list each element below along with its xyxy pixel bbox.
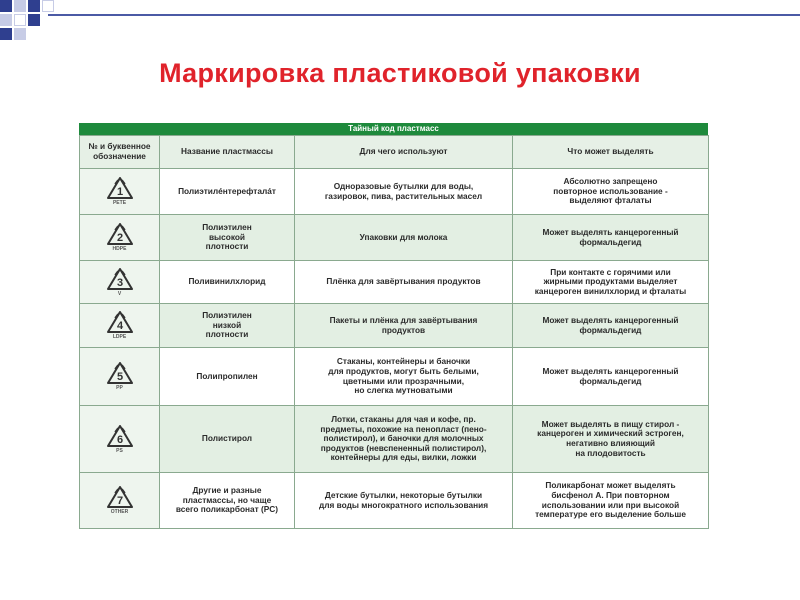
- table-row: [80, 473, 709, 529]
- cell-line: Может выделять канцерогенный: [542, 314, 679, 325]
- decor-square: [14, 14, 26, 26]
- cell-line: бисфенол А. При повторном: [551, 489, 670, 500]
- decor-square: [14, 28, 26, 40]
- table-row: [80, 215, 709, 261]
- cell-line: повторное использование -: [553, 185, 668, 196]
- cell-line: всего поликарбонат (PC): [175, 504, 279, 515]
- usage-cell: [295, 473, 513, 529]
- cell-line: предметы, похожие на пенопласт (пено-: [320, 423, 487, 434]
- cell-line: продуктов: [381, 324, 426, 335]
- recycle-triangle-icon: [106, 361, 134, 385]
- table-row: [80, 406, 709, 473]
- recycle-triangle-icon: [106, 176, 134, 200]
- plastic-abbreviation: LDPE: [112, 334, 127, 341]
- cell-line: канцероген и химический эстроген,: [537, 428, 684, 439]
- cell-line: полистирол), и баночки для молочных: [323, 433, 484, 444]
- recycle-number: 1: [116, 186, 123, 199]
- cell-line: Упаковки для молока: [359, 231, 448, 242]
- cell-line: Абсолютно запрещено: [563, 176, 658, 187]
- usage-cell: [295, 169, 513, 215]
- recycle-triangle-icon: [106, 267, 134, 291]
- codes-table: [79, 135, 709, 529]
- plastic-name-cell: [160, 473, 295, 529]
- cell-line: Полиэтилéнтерефталáт: [178, 185, 276, 196]
- recycle-code-cell: [80, 473, 160, 529]
- cell-line: Детские бутылки, некоторые бутылки: [324, 489, 483, 500]
- decor-square: [0, 28, 12, 40]
- header-emits: Что может выделять: [513, 136, 709, 169]
- usage-cell: [295, 304, 513, 348]
- table-row: [80, 304, 709, 348]
- recycle-code-cell: [80, 215, 160, 261]
- cell-line: но слегка мутноватыми: [354, 385, 453, 396]
- decor-square: [28, 0, 40, 12]
- plastic-abbreviation: HDPE: [112, 246, 127, 253]
- cell-line: Пакеты и плёнка для завёртывания: [329, 314, 478, 325]
- cell-line: Полиэтилен: [202, 310, 252, 321]
- table-caption: Тайный код пластмасс: [79, 123, 708, 135]
- recycle-number: 5: [116, 371, 123, 384]
- cell-line: Поликарбонат может выделять: [545, 480, 676, 491]
- table-row: [80, 348, 709, 406]
- recycle-code-cell: [80, 406, 160, 473]
- cell-line: негативно влияющий: [566, 438, 655, 448]
- usage-cell: [295, 261, 513, 304]
- usage-cell: [295, 406, 513, 473]
- cell-line: Поливинилхлорид: [188, 276, 266, 287]
- cell-line: Плёнка для завёртывания продуктов: [326, 276, 481, 287]
- plastic-name-cell: [160, 261, 295, 304]
- recycle-triangle-icon: [106, 310, 134, 334]
- plastic-name-cell: [160, 304, 295, 348]
- plastic-codes-table: [79, 123, 708, 536]
- recycle-triangle-icon: [106, 424, 134, 448]
- cell-line: Полипропилен: [196, 370, 258, 381]
- cell-line: использовании или при высокой: [541, 499, 680, 510]
- recycle-code-cell: [80, 348, 160, 406]
- cell-line: Лотки, стаканы для чая и кофе, пр.: [331, 414, 476, 425]
- table-row: [80, 261, 709, 304]
- decor-square: [0, 0, 12, 12]
- recycle-triangle-icon: [106, 222, 134, 246]
- recycle-number: 7: [116, 495, 123, 508]
- emissions-cell: [513, 406, 709, 473]
- table-row: [80, 169, 709, 215]
- cell-line: температуре его выделение больше: [535, 509, 686, 520]
- cell-line: плотности: [205, 241, 249, 252]
- recycle-code-cell: [80, 261, 160, 304]
- plastic-abbreviation: PP: [116, 385, 123, 392]
- cell-line: жирными продуктами выделяет: [543, 276, 678, 287]
- plastic-abbreviation: PS: [116, 447, 123, 454]
- cell-line: Одноразовые бутылки для воды,: [333, 180, 474, 191]
- header-rule: [48, 14, 800, 16]
- emissions-cell: [513, 304, 709, 348]
- cell-line: низкой: [212, 319, 242, 330]
- emissions-cell: [513, 169, 709, 215]
- cell-line: плотности: [205, 329, 249, 340]
- plastic-abbreviation: V: [117, 290, 122, 297]
- decor-square: [0, 14, 12, 26]
- cell-line: выделяют фталаты: [569, 195, 652, 206]
- plastic-name-cell: [160, 406, 295, 473]
- cell-line: Другие и разные: [192, 485, 262, 496]
- cell-line: продуктов (невспененный полистирол),: [320, 442, 487, 453]
- cell-line: Может выделять в пищу стирол -: [541, 418, 680, 429]
- plastic-name-cell: [160, 169, 295, 215]
- cell-line: высокой: [208, 231, 246, 242]
- cell-line: формальдегид: [579, 236, 642, 247]
- emissions-cell: [513, 348, 709, 406]
- cell-line: Стаканы, контейнеры и баночки: [336, 356, 471, 367]
- cell-line: пластмассы, но чаще: [182, 494, 272, 505]
- header-use: Для чего используют: [295, 136, 513, 169]
- cell-line: Может выделять канцерогенный: [542, 226, 679, 237]
- usage-cell: [295, 215, 513, 261]
- recycle-triangle-icon: [106, 485, 134, 509]
- recycle-number: 6: [116, 433, 123, 446]
- emissions-cell: [513, 215, 709, 261]
- slide-title: Маркировка пластиковой упаковки: [159, 58, 641, 88]
- recycle-number: 4: [116, 320, 123, 333]
- emissions-cell: [513, 473, 709, 529]
- usage-cell: [295, 348, 513, 406]
- plastic-name-cell: [160, 215, 295, 261]
- cell-line: формальдегид: [579, 375, 642, 386]
- cell-line: контейнеры для еды, вилки, ложки: [330, 452, 477, 463]
- cell-line: Полиэтилен: [202, 222, 252, 233]
- cell-line: При контакте с горячими или: [550, 266, 671, 277]
- plastic-abbreviation: OTHER: [110, 509, 129, 516]
- cell-line: цветными или прозрачными,: [342, 375, 465, 386]
- recycle-code-cell: [80, 304, 160, 348]
- cell-line: Полистирол: [201, 433, 253, 444]
- emissions-cell: [513, 261, 709, 304]
- recycle-number: 2: [116, 232, 123, 245]
- cell-line: для воды многократного использования: [318, 499, 489, 510]
- decor-square: [14, 0, 26, 12]
- header-code: № и буквенное обозначение: [80, 136, 160, 169]
- cell-line: на плодовитость: [575, 447, 646, 458]
- header-name: Название пластмассы: [160, 136, 295, 169]
- recycle-number: 3: [116, 276, 123, 289]
- cell-line: канцероген винилхлорид и фталаты: [534, 285, 687, 296]
- cell-line: газировок, пива, растительных масел: [324, 190, 483, 201]
- cell-line: для продуктов, могут быть белыми,: [328, 365, 479, 376]
- decor-square: [42, 0, 54, 12]
- plastic-abbreviation: PETE: [112, 200, 127, 207]
- plastic-name-cell: [160, 348, 295, 406]
- cell-line: Может выделять канцерогенный: [542, 365, 679, 376]
- recycle-code-cell: [80, 169, 160, 215]
- decor-square: [28, 14, 40, 26]
- cell-line: формальдегид: [579, 324, 642, 335]
